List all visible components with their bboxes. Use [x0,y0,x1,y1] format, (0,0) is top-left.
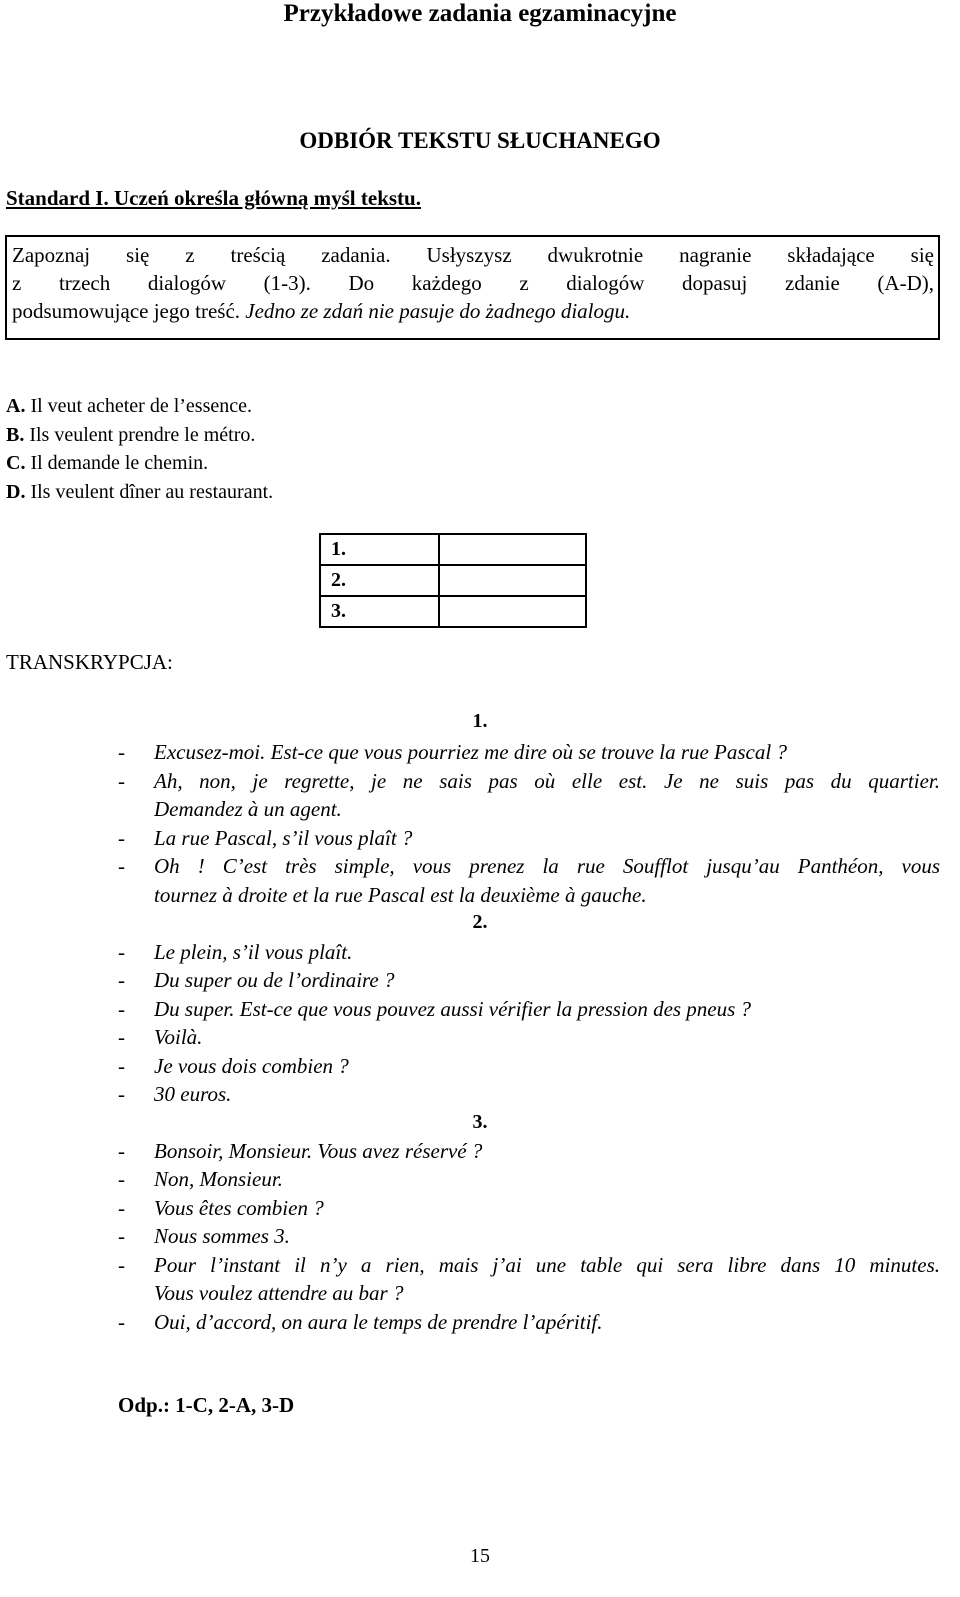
dialogue-line: Du super ou de l’ordinaire ? [154,968,395,992]
dialogue-line: Demandez à un agent. [154,797,342,821]
dialogue-dash: - [118,740,125,764]
dialogue-line: Vous êtes combien ? [154,1196,324,1220]
option-d [6,481,273,504]
dialogue-line: Ah, non, je regrette, je ne sais pas où elle est. Je ne suis pas du quartier. [154,769,940,793]
dialogue-dash: - [118,1224,125,1248]
dialogue-line: Le plein, s’il vous plaît. [154,940,353,964]
dialogue-line: Excusez-moi. Est-ce que vous pourriez me dire où se trouve la rue Pascal ? [154,740,787,764]
answer-row-number: 3. [320,596,439,627]
dialogue-dash: - [118,1139,125,1163]
dialogue-number: 2. [472,911,488,933]
dialogue-line: Voilà. [154,1025,203,1049]
instruction-line-3 [12,299,630,324]
dialogue-line: La rue Pascal, s’il vous plaît ? [154,826,413,850]
dialogue-line: Oh ! C’est très simple, vous prenez la rue Soufflot jusqu’au Panthéon, vous [154,854,940,878]
answer-row-number: 2. [320,565,439,596]
option-text: Ils veulent dîner au restaurant. [25,481,274,503]
dialogue-line: Non, Monsieur. [154,1167,283,1191]
dialogue-dash: - [118,1253,125,1277]
dialogue-line: tournez à droite et la rue Pascal est la deuxième à gauche. [154,883,647,907]
page-number: 15 [470,1545,490,1567]
answer-cell-1[interactable] [439,534,586,565]
answer-cell-2[interactable] [439,565,586,596]
option-letter: A. [6,395,26,417]
instruction-line-2: z trzech dialogów (1-3). Do każdego z dialogów dopasuj zdanie (A-D), [12,271,934,295]
dialogue-line: Oui, d’accord, on aura le temps de prendre l’apéritif. [154,1310,603,1334]
instruction-line-3-upright: podsumowujące jego treść. [12,299,241,323]
dialogue-dash: - [118,968,125,992]
answer-row [320,534,586,565]
dialogue-dash: - [118,769,125,793]
dialogue-dash: - [118,826,125,850]
instruction-line-3-italic: Jedno ze zdań nie pasuje do żadnego dialogu. [240,299,631,323]
section-heading: ODBIÓR TEKSTU SŁUCHANEGO [299,128,661,153]
option-letter: B. [6,424,25,446]
option-letter: D. [6,481,26,503]
standard-heading: Standard I. Uczeń określa główną myśl tekstu. [6,186,421,210]
dialogue-number: 3. [472,1111,488,1133]
dialogue-dash: - [118,1167,125,1191]
dialogue-dash: - [118,1082,125,1106]
answer-table [319,533,587,628]
dialogue-dash: - [118,1196,125,1220]
instruction-box [5,235,940,340]
dialogue-dash: - [118,1025,125,1049]
instruction-line-1: Zapoznaj się z treścią zadania. Usłyszysz dwukrotnie nagranie składające się [12,243,934,267]
answer-cell-3[interactable] [439,596,586,627]
option-text: Il veut acheter de l’essence. [25,395,252,417]
option-letter: C. [6,452,26,474]
dialogue-line: Du super. Est-ce que vous pouvez aussi vérifier la pression des pneus ? [154,997,752,1021]
dialogue-line: Je vous dois combien ? [154,1054,349,1078]
dialogue-dash: - [118,940,125,964]
option-b [6,424,255,447]
dialogue-number: 1. [472,710,488,732]
page-title: Przykładowe zadania egzaminacyjne [283,0,677,27]
option-text: Ils veulent prendre le métro. [24,424,256,446]
dialogue-dash: - [118,997,125,1021]
answer-key: Odp.: 1-C, 2-A, 3-D [118,1393,295,1417]
dialogue-line: 30 euros. [154,1082,232,1106]
dialogue-dash: - [118,1054,125,1078]
option-a [6,395,252,418]
dialogue-line: Vous voulez attendre au bar ? [154,1281,404,1305]
transcript-label: TRANSKRYPCJA: [6,650,173,674]
answer-row [320,565,586,596]
dialogue-dash: - [118,854,125,878]
answer-row [320,596,586,627]
dialogue-dash: - [118,1310,125,1334]
answer-row-number: 1. [320,534,439,565]
dialogue-line: Bonsoir, Monsieur. Vous avez réservé ? [154,1139,483,1163]
option-text: Il demande le chemin. [25,452,209,474]
dialogue-line: Nous sommes 3. [154,1224,290,1248]
option-c [6,452,208,475]
dialogue-line: Pour l’instant il n’y a rien, mais j’ai une table qui sera libre dans 10 minutes. [154,1253,940,1277]
